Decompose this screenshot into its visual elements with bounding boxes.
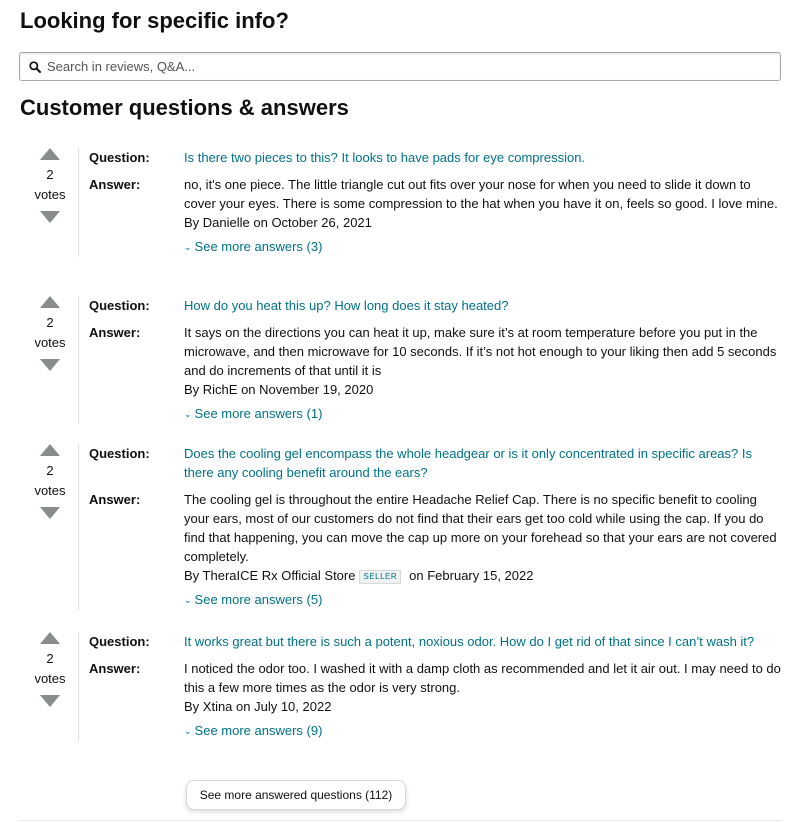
qa-heading: Customer questions & answers xyxy=(20,95,349,120)
question-label: Question: xyxy=(89,446,150,461)
answer-author: By Danielle on October 26, 2021 xyxy=(184,215,372,230)
question-link[interactable]: Is there two pieces to this? It looks to have pads for eye compression. xyxy=(184,150,586,165)
answer-author-name: By TheraICE Rx Official Store xyxy=(184,568,356,583)
question-label: Question: xyxy=(89,634,150,649)
divider xyxy=(20,820,782,821)
answer-label: Answer: xyxy=(89,661,141,676)
downvote-button[interactable] xyxy=(40,695,60,707)
question-row xyxy=(89,632,782,651)
see-more-answers-link[interactable] xyxy=(184,590,782,610)
upvote-button[interactable] xyxy=(40,444,60,456)
vote-count: 2 xyxy=(46,167,54,182)
question-link[interactable]: It works great but there is such a potent, noxious odor. How do I get rid of that since I can’t wash it? xyxy=(184,634,755,649)
downvote-button[interactable] xyxy=(40,507,60,519)
search-box[interactable] xyxy=(19,52,781,81)
answer-text: The cooling gel is throughout the entire Headache Relief Cap. There is no specific benefit to cooling your ears, most of our customers do not find that their ears get too cold while using the cap. If you do find that happening, you can move the cap up more on your forehead so that your ears are not covered completely. xyxy=(184,492,777,564)
answer-text: no, it's one piece. The little triangle cut out fits over your nose for when you need to slide it down to cover your eyes. There is some compression to the hat when you have it on, feels so good. I love mine. xyxy=(184,177,778,211)
vote-label: votes xyxy=(34,483,66,498)
vote-widget xyxy=(30,148,70,223)
downvote-button[interactable] xyxy=(40,359,60,371)
upvote-button[interactable] xyxy=(40,148,60,160)
qa-content xyxy=(78,148,782,257)
downvote-button[interactable] xyxy=(40,211,60,223)
upvote-button[interactable] xyxy=(40,296,60,308)
vote-label: votes xyxy=(34,187,66,202)
search-icon xyxy=(29,61,41,73)
qa-content xyxy=(78,632,782,741)
question-link[interactable]: How do you heat this up? How long does it stay heated? xyxy=(184,298,509,313)
chevron-down-icon: ⌄ xyxy=(184,409,192,419)
question-link[interactable]: Does the cooling gel encompass the whole headgear or is it only concentrated in specific areas? Is there any cooling benefit around the ears? xyxy=(184,446,752,480)
vote-widget xyxy=(30,296,70,371)
question-label: Question: xyxy=(89,298,150,313)
vote-label: votes xyxy=(34,335,66,350)
chevron-down-icon: ⌄ xyxy=(184,726,192,736)
answer-row xyxy=(89,490,782,566)
see-more-answers-link[interactable] xyxy=(184,721,782,741)
answer-label: Answer: xyxy=(89,325,141,340)
answer-author: By Xtina on July 10, 2022 xyxy=(184,699,332,714)
see-more-answered-questions-button[interactable]: See more answered questions (112) xyxy=(186,780,406,810)
question-row xyxy=(89,444,782,482)
answer-author xyxy=(184,566,782,585)
chevron-down-icon: ⌄ xyxy=(184,595,192,605)
see-more-answers-label: See more answers (3) xyxy=(194,239,323,254)
see-more-answers-link[interactable] xyxy=(184,237,782,257)
qa-content xyxy=(78,444,782,610)
see-more-answers-label: See more answers (5) xyxy=(194,592,323,607)
answer-row xyxy=(89,659,782,697)
see-more-answers-label: See more answers (9) xyxy=(194,723,323,738)
chevron-down-icon: ⌄ xyxy=(184,242,192,252)
search-heading: Looking for specific info? xyxy=(20,8,289,33)
vote-count: 2 xyxy=(46,315,54,330)
vote-label: votes xyxy=(34,671,66,686)
qa-content xyxy=(78,296,782,424)
see-more-answers-link[interactable] xyxy=(184,404,782,424)
search-input[interactable] xyxy=(41,53,780,80)
seller-badge: SELLER xyxy=(359,570,401,584)
question-row xyxy=(89,148,782,167)
answer-label: Answer: xyxy=(89,492,141,507)
question-label: Question: xyxy=(89,150,150,165)
upvote-button[interactable] xyxy=(40,632,60,644)
vote-count: 2 xyxy=(46,651,54,666)
see-more-answers-label: See more answers (1) xyxy=(194,406,323,421)
answer-row xyxy=(89,175,782,213)
answer-text: It says on the directions you can heat it up, make sure it’s at room temperature before you put in the microwave, and then microwave for 10 seconds. If it’s not hot enough to your liking then add 5 seconds and do increments of that until it is xyxy=(184,325,777,378)
answer-date: on February 15, 2022 xyxy=(409,568,534,583)
answer-label: Answer: xyxy=(89,177,141,192)
vote-widget xyxy=(30,444,70,519)
vote-widget xyxy=(30,632,70,707)
question-row xyxy=(89,296,782,315)
answer-text: I noticed the odor too. I washed it with a damp cloth as recommended and let it air out. I may need to do this a few more times as the odor is very strong. xyxy=(184,661,781,695)
answer-row xyxy=(89,323,782,380)
answer-author: By RichE on November 19, 2020 xyxy=(184,382,374,397)
vote-count: 2 xyxy=(46,463,54,478)
